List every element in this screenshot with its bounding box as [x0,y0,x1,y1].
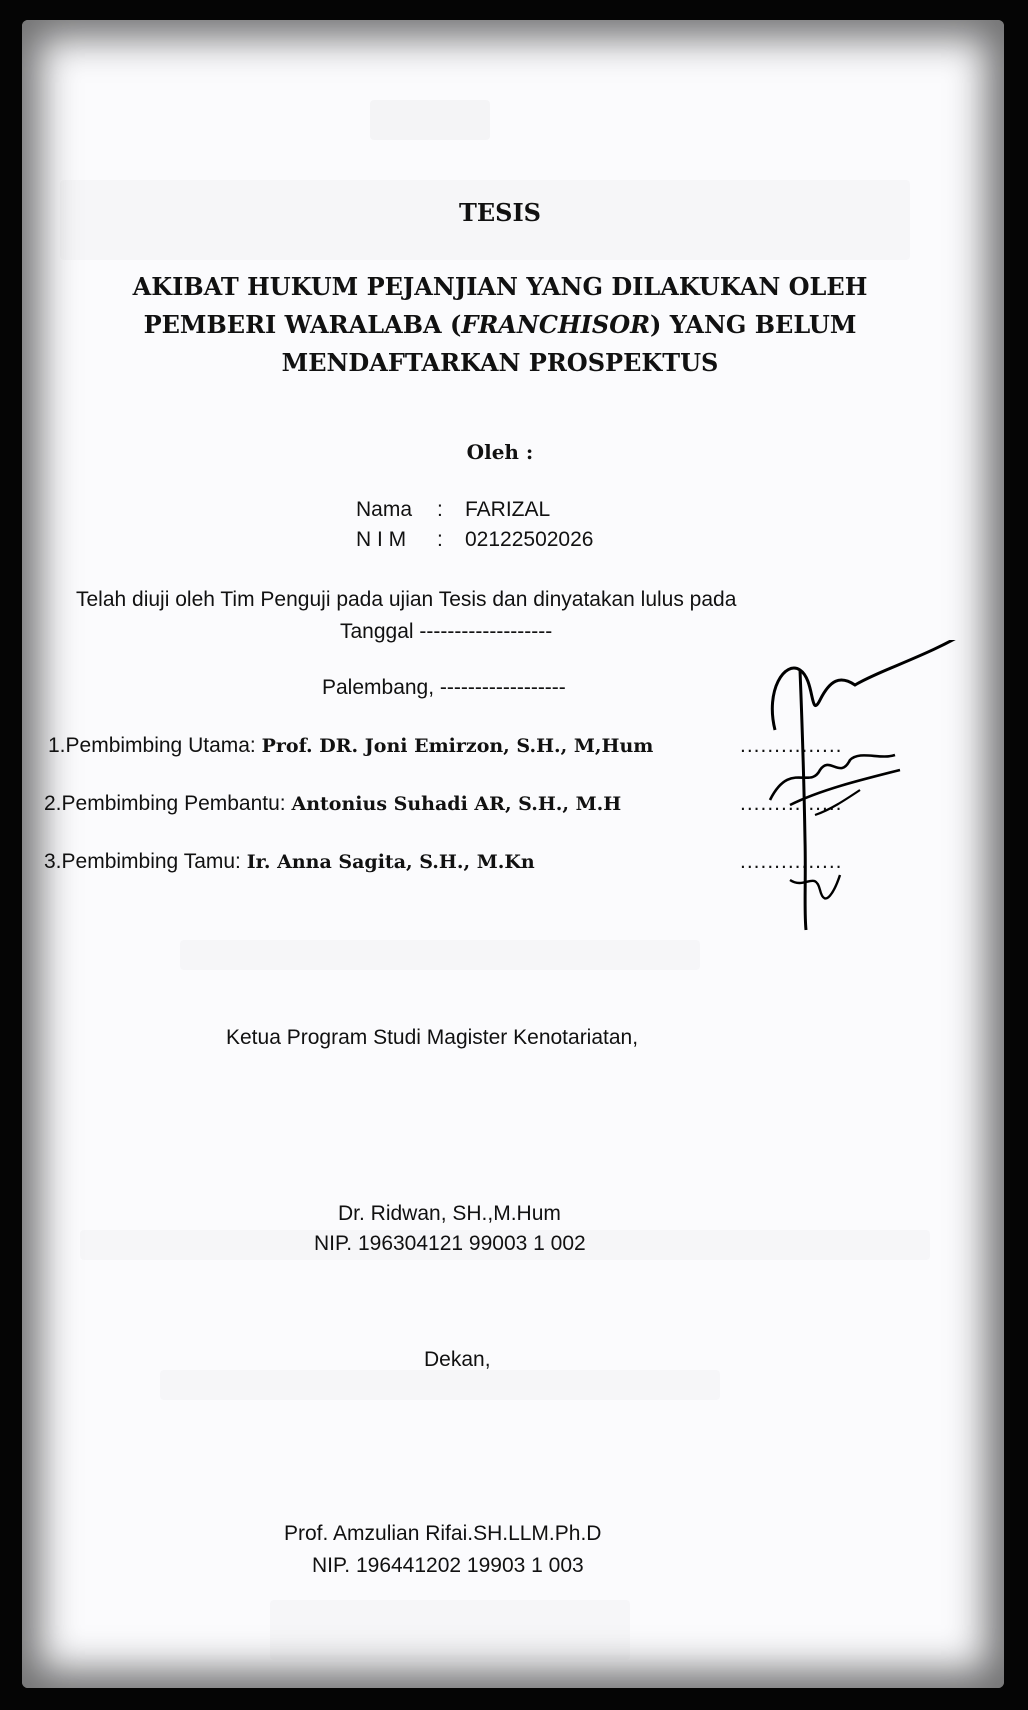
bleed-through-shadow [370,100,490,140]
signature-dots: ............... [740,850,843,873]
ketua-title: Ketua Program Studi Magister Kenotariatan, [226,1026,639,1049]
dekan-name: Prof. Amzulian Rifai.SH.LLM.Ph.D [284,1522,602,1545]
thesis-title-line-3: MENDAFTARKAN PROSPEKTUS [281,348,719,377]
bleed-through-shadow [270,1600,630,1660]
palembang-line: Palembang, ------------------ [322,676,566,699]
pembimbing-name: Antonius Suhadi AR, S.H., M.H [291,793,622,815]
signature-dots: ............... [740,792,843,815]
nama-colon: : [437,498,443,521]
nama-value: FARIZAL [465,498,551,521]
bleed-through-shadow [160,1370,720,1400]
dekan-nip: NIP. 196441202 19903 1 003 [312,1554,584,1577]
thesis-title-franchisor: FRANCHISOR [461,310,651,339]
nama-label: Nama [356,498,413,521]
nim-value: 02122502026 [465,528,594,551]
pembimbing-role: 1.Pembimbing Utama: [48,734,262,757]
ketua-nip: NIP. 196304121 99003 1 002 [314,1232,586,1255]
thesis-title-line-1: AKIBAT HUKUM PEJANJIAN YANG DILAKUKAN OLEH [132,272,868,301]
pembimbing-row-2 [44,792,621,816]
nim-label: N I M [356,528,407,551]
pembimbing-role: 2.Pembimbing Pembantu: [44,792,292,815]
pembimbing-row-1 [48,734,653,758]
pembimbing-name: Ir. Anna Sagita, S.H., M.Kn [246,851,535,873]
pembimbing-role: 3.Pembimbing Tamu: [44,850,247,873]
oleh-label: Oleh : [466,440,534,464]
thesis-title-line-2a: PEMBERI WARALABA ( [143,310,462,339]
tanggal-line: Tanggal ------------------- [340,620,553,643]
thesis-title-line-2 [0,310,1000,339]
statement-line: Telah diuji oleh Tim Penguji pada ujian Tesis dan dinyatakan lulus pada [76,588,737,611]
ketua-name: Dr. Ridwan, SH.,M.Hum [338,1202,561,1225]
nim-colon: : [437,528,443,551]
document-title: TESIS [458,198,542,227]
dekan-title: Dekan, [424,1348,491,1371]
thesis-title-line-2b: ) YANG BELUM [650,310,857,339]
handwritten-signature [760,640,980,940]
signature-dots: ............... [740,734,843,757]
pembimbing-row-3 [44,850,535,874]
pembimbing-name: Prof. DR. Joni Emirzon, S.H., M,Hum [261,735,654,757]
bleed-through-shadow [180,940,700,970]
